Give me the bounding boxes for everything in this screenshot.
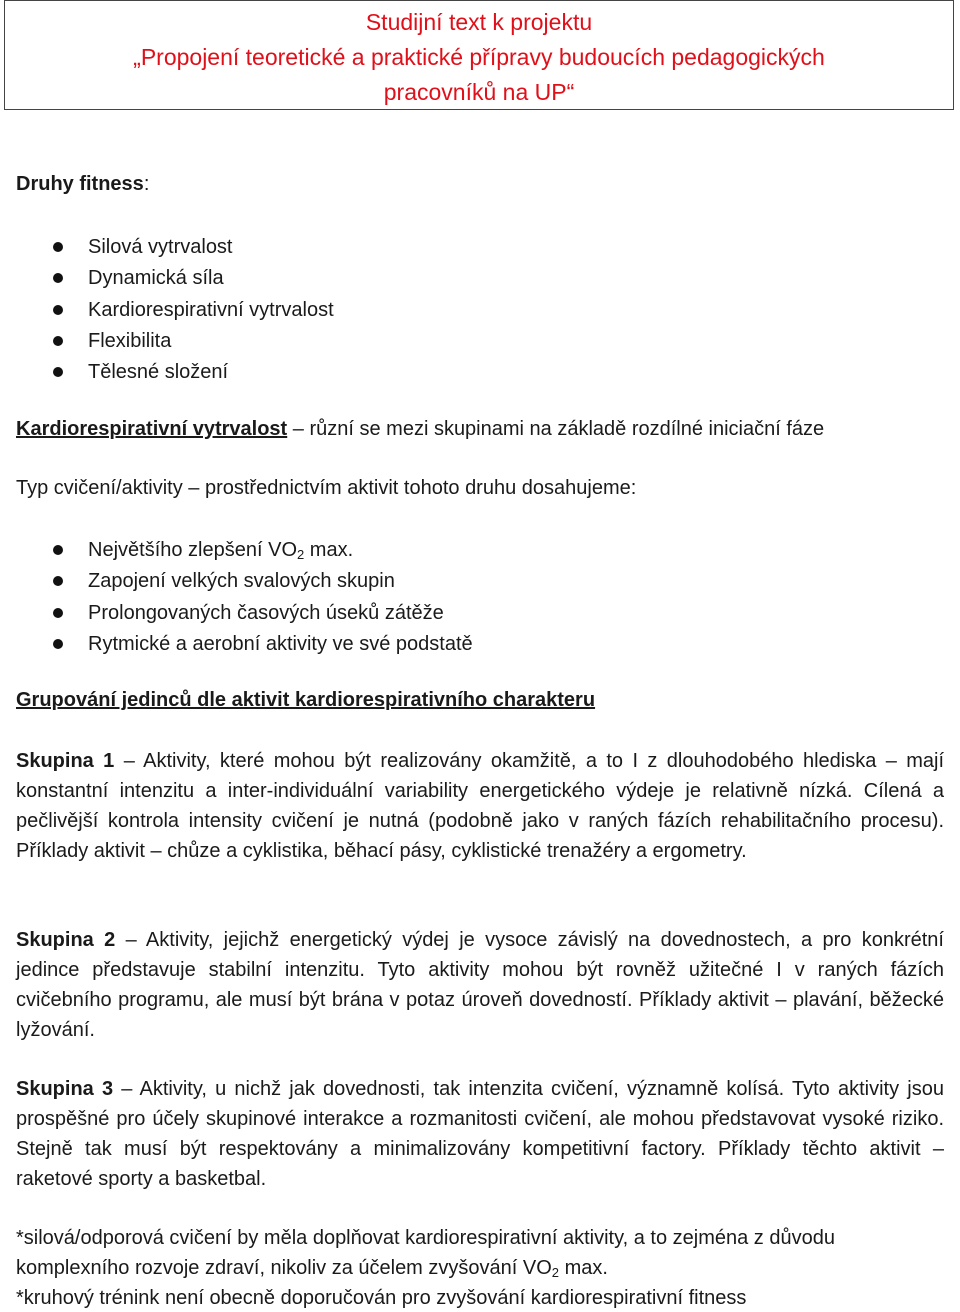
group-3-label: Skupina 3 xyxy=(16,1078,114,1100)
bullet-icon xyxy=(53,608,63,618)
group-3-paragraph xyxy=(16,1074,944,1194)
list-item xyxy=(16,598,473,629)
list-item-text: Rytmické a aerobní aktivity ve své podstatě xyxy=(88,632,473,655)
kardio-term: Kardiorespirativní vytrvalost xyxy=(16,418,288,440)
note-1-suffix: max. xyxy=(559,1257,608,1279)
list-item xyxy=(16,566,473,597)
header-line-1: Studijní text k projektu xyxy=(365,9,593,35)
note-1 xyxy=(16,1223,944,1283)
fitness-heading-label: Druhy fitness xyxy=(16,173,144,195)
note-1-text: *silová/odporová cvičení by měla doplňovat kardiorespirativní aktivity, a to zejména z důvodu komplexního rozvoje zdraví, nikoliv za účelem zvyšování VO xyxy=(16,1227,835,1279)
bullet-icon xyxy=(53,273,63,283)
activity-type-list xyxy=(16,535,473,660)
bullet-icon xyxy=(53,576,63,586)
list-item-text: Prolongovaných časových úseků zátěže xyxy=(88,601,444,624)
bullet-icon xyxy=(53,545,63,555)
list-item-text: Flexibilita xyxy=(88,329,172,352)
group-1-label: Skupina 1 xyxy=(16,750,115,772)
kardio-definition xyxy=(16,418,824,441)
document-header xyxy=(4,0,954,110)
fitness-heading-colon: : xyxy=(143,173,150,195)
group-2-label: Skupina 2 xyxy=(16,929,116,951)
list-item-text: Dynamická síla xyxy=(88,267,224,290)
list-item xyxy=(16,535,473,566)
fitness-list xyxy=(16,232,334,388)
list-item xyxy=(16,295,334,326)
bullet-icon xyxy=(53,336,63,346)
group-2-paragraph xyxy=(16,925,944,1045)
list-item-text: Tělesné složení xyxy=(88,361,229,384)
list-item-text-suffix: max. xyxy=(304,539,354,561)
group-3-text: – Aktivity, u nichž jak dovednosti, tak intenzita cvičení, významně kolísá. Tyto aktivity jsou prospěšné pro účely skupinové interakce a rozmanitosti cvičení, ale mohou představovat vysoké riziko. Stejně tak musí být respektovány a minimalizovány kompetitivní factory. Příklady těchto aktivit – raketové sporty a basketbal. xyxy=(16,1078,944,1190)
group-1-paragraph xyxy=(16,746,944,866)
group-2-text: – Aktivity, jejichž energetický výdej je vysoce závislý na dovednostech, a pro konkrétní jedince představuje stabilní intenzitu. Tyto aktivity mohou být rovněž užitečné I v raných fázích cvičebního programu, ale musí být brána v potaz úroveň dovedností. Příklady aktivit – plavání, běžecké lyžování. xyxy=(16,929,944,1041)
bullet-icon xyxy=(53,639,63,649)
bullet-icon xyxy=(53,305,63,315)
header-line-2: „Propojení teoretické a praktické přípravy budoucích pedagogických xyxy=(133,44,825,70)
fitness-heading xyxy=(16,173,149,196)
bullet-icon xyxy=(53,242,63,252)
subscript: 2 xyxy=(297,547,305,562)
note-2: *kruhový trénink není obecně doporučován pro zvyšování kardiorespirativní fitness xyxy=(16,1287,747,1309)
group-1-text: – Aktivity, které mohou být realizovány okamžitě, a to I z dlouhodobého hlediska – mají konstantní intenzitu a inter-individuální variability energetického výdeje je relativně nízká. Cílená a pečlivější kontrola intensity cvičení je nutná (podobně jako v raných fázích rehabilitačního procesu). Příklady aktivit – chůze a cyklistika, běhací pásy, cyklistické trenažéry a ergometry. xyxy=(16,750,944,862)
list-item-text: Největšího zlepšení VO xyxy=(88,539,297,561)
bullet-icon xyxy=(53,367,63,377)
list-item xyxy=(16,326,334,357)
activity-type-intro: Typ cvičení/aktivity – prostřednictvím aktivit tohoto druhu dosahujeme: xyxy=(16,477,637,499)
list-item xyxy=(16,263,334,294)
subscript: 2 xyxy=(551,1265,560,1280)
list-item xyxy=(16,357,334,388)
header-line-3: pracovníků na UP“ xyxy=(383,79,575,105)
kardio-description: – různí se mezi skupinami na základě rozdílné iniciační fáze xyxy=(287,418,825,440)
list-item xyxy=(16,629,473,660)
list-item-text: Silová vytrvalost xyxy=(88,236,233,258)
list-item-text: Zapojení velkých svalových skupin xyxy=(88,570,395,593)
list-item-text: Kardiorespirativní vytrvalost xyxy=(88,298,334,321)
list-item xyxy=(16,232,334,263)
grouping-heading: Grupování jedinců dle aktivit kardiorespirativního charakteru xyxy=(16,689,596,711)
